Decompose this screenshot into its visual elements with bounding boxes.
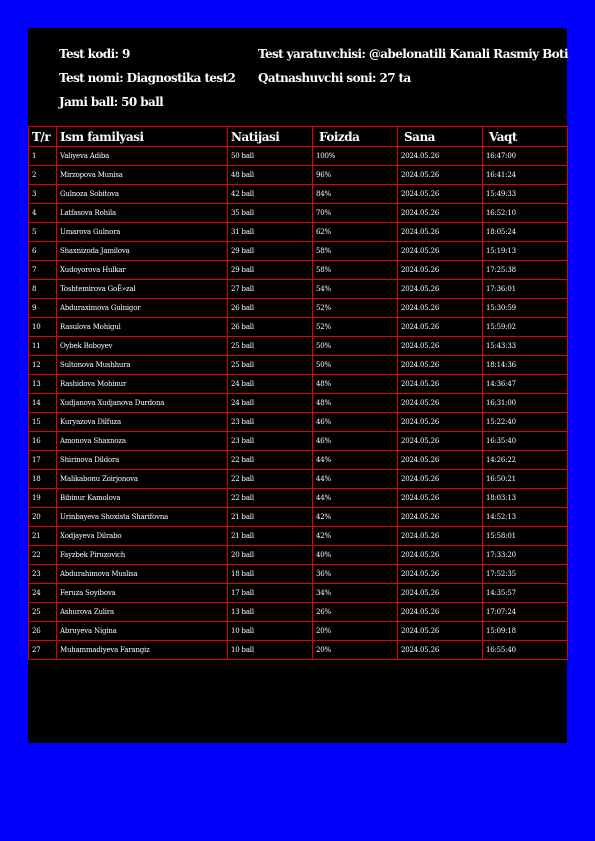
cell-row-index: 15 bbox=[29, 413, 57, 432]
cell-date: 2024.05.26 bbox=[398, 375, 483, 394]
cell-date: 2024.05.26 bbox=[398, 470, 483, 489]
cell-percent: 42% bbox=[313, 527, 398, 546]
cell-date: 2024.05.26 bbox=[398, 565, 483, 584]
table-row bbox=[29, 356, 568, 375]
cell-score: 24 ball bbox=[228, 375, 313, 394]
cell-score: 31 ball bbox=[228, 223, 313, 242]
cell-row-index: 20 bbox=[29, 508, 57, 527]
table-header-row bbox=[29, 127, 568, 147]
cell-row-index: 19 bbox=[29, 489, 57, 508]
cell-student-name: Sultonova Mushhura bbox=[57, 356, 228, 375]
table-row bbox=[29, 337, 568, 356]
cell-row-index: 21 bbox=[29, 527, 57, 546]
table-row bbox=[29, 204, 568, 223]
cell-time: 15:43:33 bbox=[483, 337, 568, 356]
table-row bbox=[29, 641, 568, 660]
cell-percent: 52% bbox=[313, 299, 398, 318]
test-creator: Test yaratuvchisi: @abelonatili Kanali Rasmiy Boti bbox=[258, 47, 568, 61]
cell-date: 2024.05.26 bbox=[398, 451, 483, 470]
cell-time: 17:52:35 bbox=[483, 565, 568, 584]
cell-date: 2024.05.26 bbox=[398, 185, 483, 204]
cell-percent: 20% bbox=[313, 641, 398, 660]
cell-time: 16:31:00 bbox=[483, 394, 568, 413]
cell-row-index: 25 bbox=[29, 603, 57, 622]
cell-date: 2024.05.26 bbox=[398, 280, 483, 299]
cell-row-index: 22 bbox=[29, 546, 57, 565]
cell-date: 2024.05.26 bbox=[398, 489, 483, 508]
cell-percent: 46% bbox=[313, 413, 398, 432]
cell-date: 2024.05.26 bbox=[398, 261, 483, 280]
cell-time: 16:47:00 bbox=[483, 147, 568, 166]
table-row bbox=[29, 470, 568, 489]
cell-time: 17:36:01 bbox=[483, 280, 568, 299]
cell-date: 2024.05.26 bbox=[398, 318, 483, 337]
cell-score: 29 ball bbox=[228, 242, 313, 261]
cell-percent: 100% bbox=[313, 147, 398, 166]
table-row bbox=[29, 394, 568, 413]
cell-score: 21 ball bbox=[228, 508, 313, 527]
cell-score: 35 ball bbox=[228, 204, 313, 223]
cell-score: 25 ball bbox=[228, 356, 313, 375]
cell-percent: 62% bbox=[313, 223, 398, 242]
table-row bbox=[29, 318, 568, 337]
cell-date: 2024.05.26 bbox=[398, 527, 483, 546]
cell-row-index: 27 bbox=[29, 641, 57, 660]
cell-date: 2024.05.26 bbox=[398, 299, 483, 318]
cell-student-name: Urinbayeva Shoxista Sharifovna bbox=[57, 508, 228, 527]
cell-time: 15:09:18 bbox=[483, 622, 568, 641]
cell-score: 27 ball bbox=[228, 280, 313, 299]
table-row bbox=[29, 546, 568, 565]
cell-student-name: Amonova Shaxnoza bbox=[57, 432, 228, 451]
cell-score: 26 ball bbox=[228, 318, 313, 337]
table-body bbox=[29, 147, 568, 660]
cell-row-index: 4 bbox=[29, 204, 57, 223]
table-row bbox=[29, 242, 568, 261]
table-row bbox=[29, 413, 568, 432]
cell-student-name: Oybek Boboyev bbox=[57, 337, 228, 356]
cell-time: 16:55:40 bbox=[483, 641, 568, 660]
cell-row-index: 11 bbox=[29, 337, 57, 356]
cell-student-name: Rasulova Mohigul bbox=[57, 318, 228, 337]
cell-time: 18:03:13 bbox=[483, 489, 568, 508]
cell-score: 23 ball bbox=[228, 432, 313, 451]
cell-student-name: Muhammadiyeva Farangiz bbox=[57, 641, 228, 660]
cell-date: 2024.05.26 bbox=[398, 432, 483, 451]
table-row bbox=[29, 166, 568, 185]
cell-student-name: Bibinur Kamolova bbox=[57, 489, 228, 508]
table-row bbox=[29, 565, 568, 584]
table-row bbox=[29, 508, 568, 527]
cell-percent: 70% bbox=[313, 204, 398, 223]
column-header-time: Vaqt bbox=[483, 127, 568, 147]
table-row bbox=[29, 489, 568, 508]
cell-time: 16:50:21 bbox=[483, 470, 568, 489]
cell-score: 24 ball bbox=[228, 394, 313, 413]
cell-percent: 84% bbox=[313, 185, 398, 204]
table-row bbox=[29, 622, 568, 641]
cell-row-index: 3 bbox=[29, 185, 57, 204]
cell-row-index: 7 bbox=[29, 261, 57, 280]
cell-percent: 54% bbox=[313, 280, 398, 299]
cell-percent: 26% bbox=[313, 603, 398, 622]
cell-student-name: Xudjanova Xudjanova Durdona bbox=[57, 394, 228, 413]
cell-student-name: Rashidova Mohinur bbox=[57, 375, 228, 394]
cell-time: 14:26:22 bbox=[483, 451, 568, 470]
cell-percent: 48% bbox=[313, 394, 398, 413]
cell-date: 2024.05.26 bbox=[398, 356, 483, 375]
cell-time: 14:35:57 bbox=[483, 584, 568, 603]
cell-row-index: 2 bbox=[29, 166, 57, 185]
cell-row-index: 24 bbox=[29, 584, 57, 603]
table-row bbox=[29, 185, 568, 204]
cell-time: 17:25:38 bbox=[483, 261, 568, 280]
cell-row-index: 16 bbox=[29, 432, 57, 451]
test-name: Test nomi: Diagnostika test2 bbox=[59, 71, 236, 85]
cell-score: 50 ball bbox=[228, 147, 313, 166]
cell-percent: 58% bbox=[313, 261, 398, 280]
table-row bbox=[29, 280, 568, 299]
cell-time: 16:52:10 bbox=[483, 204, 568, 223]
cell-row-index: 13 bbox=[29, 375, 57, 394]
column-header-result: Natijasi bbox=[228, 127, 313, 147]
table-row bbox=[29, 375, 568, 394]
cell-percent: 44% bbox=[313, 451, 398, 470]
cell-row-index: 6 bbox=[29, 242, 57, 261]
table-row bbox=[29, 527, 568, 546]
cell-score: 22 ball bbox=[228, 489, 313, 508]
cell-student-name: Valiyeva Adiba bbox=[57, 147, 228, 166]
cell-date: 2024.05.26 bbox=[398, 242, 483, 261]
cell-percent: 50% bbox=[313, 356, 398, 375]
cell-time: 14:36:47 bbox=[483, 375, 568, 394]
cell-student-name: Umarova Gulnora bbox=[57, 223, 228, 242]
cell-score: 10 ball bbox=[228, 641, 313, 660]
table-row bbox=[29, 223, 568, 242]
cell-student-name: Gulnoza Sobitova bbox=[57, 185, 228, 204]
cell-score: 21 ball bbox=[228, 527, 313, 546]
cell-time: 15:49:33 bbox=[483, 185, 568, 204]
cell-time: 15:30:59 bbox=[483, 299, 568, 318]
cell-time: 15:19:13 bbox=[483, 242, 568, 261]
cell-score: 26 ball bbox=[228, 299, 313, 318]
cell-time: 18:05:24 bbox=[483, 223, 568, 242]
cell-student-name: Feruza Soyibova bbox=[57, 584, 228, 603]
cell-row-index: 12 bbox=[29, 356, 57, 375]
cell-row-index: 14 bbox=[29, 394, 57, 413]
cell-time: 14:52:13 bbox=[483, 508, 568, 527]
column-header-index: T/r bbox=[29, 127, 57, 147]
table-row bbox=[29, 451, 568, 470]
cell-date: 2024.05.26 bbox=[398, 641, 483, 660]
cell-student-name: Malikabonu Zoirjonova bbox=[57, 470, 228, 489]
results-sheet bbox=[28, 28, 567, 743]
cell-date: 2024.05.26 bbox=[398, 546, 483, 565]
cell-time: 17:33:20 bbox=[483, 546, 568, 565]
cell-score: 48 ball bbox=[228, 166, 313, 185]
cell-score: 25 ball bbox=[228, 337, 313, 356]
cell-score: 13 ball bbox=[228, 603, 313, 622]
cell-percent: 52% bbox=[313, 318, 398, 337]
cell-percent: 34% bbox=[313, 584, 398, 603]
cell-score: 20 ball bbox=[228, 546, 313, 565]
cell-row-index: 26 bbox=[29, 622, 57, 641]
total-score: Jami ball: 50 ball bbox=[59, 95, 164, 109]
cell-student-name: Abdurahimova Muslisa bbox=[57, 565, 228, 584]
cell-date: 2024.05.26 bbox=[398, 413, 483, 432]
cell-time: 15:22:40 bbox=[483, 413, 568, 432]
column-header-name: Ism familyasi bbox=[57, 127, 228, 147]
cell-percent: 58% bbox=[313, 242, 398, 261]
cell-student-name: Fayzbek Piruzovich bbox=[57, 546, 228, 565]
cell-date: 2024.05.26 bbox=[398, 166, 483, 185]
cell-student-name: Mirzopova Munisa bbox=[57, 166, 228, 185]
cell-date: 2024.05.26 bbox=[398, 223, 483, 242]
table-row bbox=[29, 147, 568, 166]
cell-percent: 46% bbox=[313, 432, 398, 451]
cell-date: 2024.05.26 bbox=[398, 337, 483, 356]
cell-student-name: Shaxnizoda Jamilova bbox=[57, 242, 228, 261]
cell-percent: 42% bbox=[313, 508, 398, 527]
cell-row-index: 5 bbox=[29, 223, 57, 242]
table-row bbox=[29, 261, 568, 280]
cell-percent: 40% bbox=[313, 546, 398, 565]
cell-student-name: Latfasova Rohila bbox=[57, 204, 228, 223]
cell-date: 2024.05.26 bbox=[398, 603, 483, 622]
cell-student-name: Kuryazova Dilfuza bbox=[57, 413, 228, 432]
cell-percent: 96% bbox=[313, 166, 398, 185]
cell-percent: 48% bbox=[313, 375, 398, 394]
cell-time: 16:41:24 bbox=[483, 166, 568, 185]
cell-row-index: 17 bbox=[29, 451, 57, 470]
cell-date: 2024.05.26 bbox=[398, 147, 483, 166]
cell-score: 42 ball bbox=[228, 185, 313, 204]
test-code: Test kodi: 9 bbox=[59, 47, 130, 61]
cell-student-name: Xudoyorova Hulkar bbox=[57, 261, 228, 280]
cell-date: 2024.05.26 bbox=[398, 508, 483, 527]
cell-student-name: Shirinova Dildora bbox=[57, 451, 228, 470]
cell-student-name: Xodjayeva Dilrabo bbox=[57, 527, 228, 546]
cell-time: 16:35:40 bbox=[483, 432, 568, 451]
cell-row-index: 10 bbox=[29, 318, 57, 337]
results-table bbox=[28, 126, 568, 660]
cell-date: 2024.05.26 bbox=[398, 584, 483, 603]
cell-date: 2024.05.26 bbox=[398, 622, 483, 641]
cell-score: 23 ball bbox=[228, 413, 313, 432]
cell-percent: 44% bbox=[313, 489, 398, 508]
table-row bbox=[29, 299, 568, 318]
table-row bbox=[29, 603, 568, 622]
cell-time: 15:59:02 bbox=[483, 318, 568, 337]
cell-score: 17 ball bbox=[228, 584, 313, 603]
cell-percent: 44% bbox=[313, 470, 398, 489]
cell-score: 18 ball bbox=[228, 565, 313, 584]
cell-time: 17:07:24 bbox=[483, 603, 568, 622]
cell-score: 22 ball bbox=[228, 470, 313, 489]
cell-date: 2024.05.26 bbox=[398, 394, 483, 413]
cell-student-name: Abduraximova Gulnigor bbox=[57, 299, 228, 318]
column-header-percent: Foizda bbox=[313, 127, 398, 147]
cell-row-index: 23 bbox=[29, 565, 57, 584]
cell-percent: 50% bbox=[313, 337, 398, 356]
cell-row-index: 18 bbox=[29, 470, 57, 489]
table-row bbox=[29, 584, 568, 603]
column-header-date: Sana bbox=[398, 127, 483, 147]
cell-score: 22 ball bbox=[228, 451, 313, 470]
cell-row-index: 8 bbox=[29, 280, 57, 299]
cell-row-index: 9 bbox=[29, 299, 57, 318]
cell-student-name: Abruyeva Nigina bbox=[57, 622, 228, 641]
cell-student-name: Ashurova Zulira bbox=[57, 603, 228, 622]
cell-date: 2024.05.26 bbox=[398, 204, 483, 223]
cell-percent: 20% bbox=[313, 622, 398, 641]
cell-row-index: 1 bbox=[29, 147, 57, 166]
table-row bbox=[29, 432, 568, 451]
participant-count: Qatnashuvchi soni: 27 ta bbox=[258, 71, 411, 85]
cell-percent: 36% bbox=[313, 565, 398, 584]
cell-score: 10 ball bbox=[228, 622, 313, 641]
cell-time: 18:14:36 bbox=[483, 356, 568, 375]
cell-student-name: Toshtemirova GoÊ»zal bbox=[57, 280, 228, 299]
cell-score: 29 ball bbox=[228, 261, 313, 280]
cell-time: 15:58:01 bbox=[483, 527, 568, 546]
